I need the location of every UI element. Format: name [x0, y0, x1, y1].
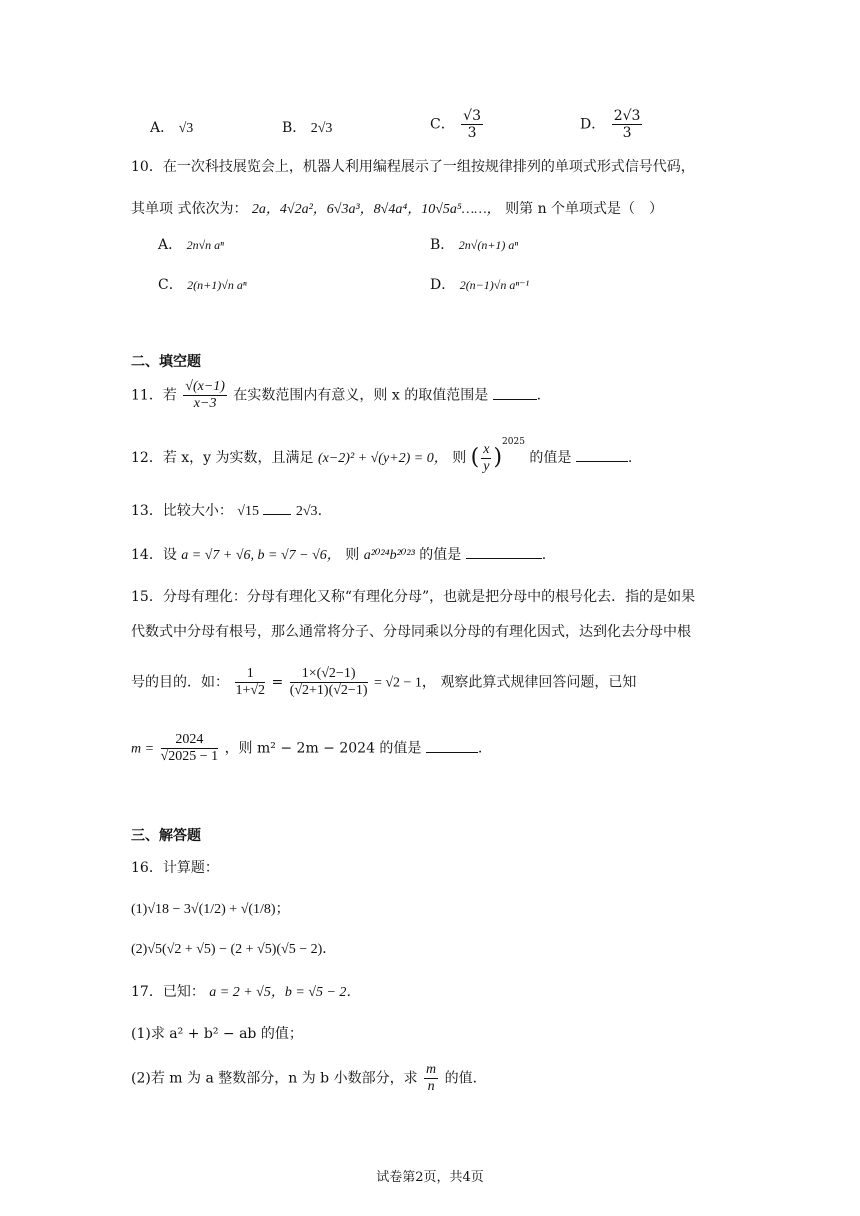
fraction-denominator: n — [427, 1079, 435, 1094]
text: . — [317, 503, 323, 519]
q15-line3 — [131, 666, 636, 699]
q15-line1: 15．分母有理化：分母有理化又称“有理化分母”，也就是把分母中的根号化去．指的是如果 — [131, 589, 696, 605]
q10-line1: 10．在一次科技展览会上，机器人利用编程展示了一组按规律排列的单项式形式信号代码， — [131, 159, 695, 175]
q17-title — [131, 982, 360, 1003]
text: 号的目的．如： — [131, 674, 229, 691]
fraction-denominator: 1+√2 — [235, 683, 266, 698]
option-label: A． — [150, 120, 175, 136]
condition-expr: (x−2)² + √(y+2) = 0， — [317, 451, 448, 466]
fraction-numerator: 2√3 — [613, 108, 641, 124]
sequence-expr: 2a，4√2a²，6√3a³，8√4a⁴，10√5a⁵……， — [251, 202, 501, 217]
text: 其单项 式依次为： — [131, 201, 248, 217]
option-label: C． — [430, 116, 455, 133]
q11-fraction — [183, 379, 227, 412]
fraction-denominator: 3 — [467, 125, 477, 141]
q16-part2: (2)√5(√2 + √5) − (2 + √5)(√5 − 2)． — [131, 942, 337, 957]
fraction-numerator: x — [483, 441, 490, 457]
compare-right: 2√3 — [295, 504, 318, 519]
left-paren: ( — [470, 445, 480, 470]
fraction-numerator: 1 — [235, 666, 265, 683]
fraction-numerator: 1×(√2−1) — [290, 666, 368, 683]
q15-line4 — [131, 732, 482, 765]
text: 则 — [345, 547, 360, 563]
example-result: = √2 − 1， — [373, 675, 436, 691]
fraction-numerator: √3 — [463, 108, 481, 124]
fraction-numerator: 2024 — [161, 732, 219, 749]
m-fraction — [161, 732, 219, 765]
fraction-denominator: x−3 — [193, 396, 217, 411]
text: 的值是 — [529, 450, 572, 466]
q16-title: 16．计算题： — [131, 860, 219, 876]
option-value: 2(n+1)√n aⁿ — [187, 278, 247, 292]
section-title-fill-blank: 二、填空题 — [131, 354, 201, 370]
text: . — [627, 450, 633, 466]
option-label: D． — [430, 277, 456, 293]
text: 12．若 x，y 为实数，且满足 — [131, 450, 314, 466]
m-over-n-fraction — [424, 1062, 438, 1095]
q16-part1: (1)√18 − 3√(1/2) + √(1/8)； — [131, 902, 290, 917]
q12-fraction — [481, 442, 491, 475]
text: 观察此算式规律回答问题，已知 — [440, 674, 637, 691]
q17-part1: (1)求 a² + b² − ab 的值； — [131, 1026, 303, 1042]
fraction-denominator: y — [483, 458, 490, 474]
fraction-denominator: √2025 − 1 — [160, 749, 219, 764]
page-footer: 试卷第2页，共4页 — [376, 1170, 484, 1185]
text: 在实数范围内有意义，则 x 的取值范围是 — [233, 387, 489, 404]
option-label: B． — [430, 237, 455, 253]
text: 的值是 — [419, 547, 462, 563]
example-fraction-expanded — [290, 666, 368, 699]
q12 — [131, 432, 632, 475]
given-expr: a = √7 + √6, b = √7 − √6， — [181, 548, 341, 563]
given-expr: a = 2 + √5，b = √5 − 2． — [209, 985, 361, 1000]
q10-option-d — [430, 275, 529, 295]
fraction-denominator: 3 — [622, 125, 632, 141]
text: 的值． — [444, 1070, 487, 1087]
answer-blank[interactable] — [466, 544, 542, 559]
compare-left: √15 — [237, 504, 259, 519]
answer-blank[interactable] — [493, 385, 537, 400]
right-paren: ) — [493, 445, 503, 470]
option-value: 2n√(n+1) aⁿ — [458, 238, 519, 252]
q10-option-b — [430, 235, 518, 255]
text: (2)若 m 为 a 整数部分，n 为 b 小数部分，求 — [131, 1070, 418, 1087]
option-fraction — [612, 108, 643, 141]
answer-blank[interactable] — [263, 500, 291, 515]
option-label: C． — [158, 277, 183, 293]
example-fraction — [235, 666, 265, 699]
option-value: √3 — [178, 121, 194, 136]
option-label: D． — [580, 116, 606, 133]
text: . — [536, 387, 542, 404]
q13 — [131, 500, 322, 522]
text: ，则 m² − 2m − 2024 的值是 — [224, 740, 422, 757]
text: . — [541, 547, 547, 563]
text: 14．设 — [131, 547, 177, 563]
section-title-solve: 三、解答题 — [131, 828, 201, 844]
q10-option-c — [158, 275, 247, 295]
q9-option-d — [580, 108, 644, 141]
target-expr: a²⁰²⁴b²⁰²³ — [363, 548, 415, 563]
answer-blank[interactable] — [576, 447, 628, 462]
q11 — [131, 379, 541, 412]
q9-option-b — [282, 118, 332, 139]
option-label: A． — [158, 237, 183, 253]
q9-option-c — [430, 108, 485, 141]
text: 则 — [452, 450, 467, 466]
answer-blank[interactable] — [426, 738, 478, 753]
q17-part2 — [131, 1062, 487, 1095]
option-label: B． — [282, 120, 307, 136]
text: 11．若 — [131, 387, 177, 404]
text: 13．比较大小： — [131, 503, 233, 519]
option-value: 2√3 — [310, 121, 333, 136]
exponent: 2025 — [502, 437, 525, 447]
option-fraction — [461, 108, 483, 141]
q10-line2 — [131, 199, 663, 220]
m-label: m = — [131, 741, 155, 757]
q15-line2: 代数式中分母有根号，那么通常将分子、分母同乘以分母的有理化因式，达到化去分母中根 — [131, 624, 691, 640]
q10-option-a — [158, 235, 224, 255]
fraction-numerator: m — [426, 1062, 437, 1077]
q9-option-a — [150, 118, 193, 139]
text: . — [477, 740, 483, 757]
equals-sign: = — [271, 674, 284, 691]
text: 则第 n 个单项式是（ ） — [505, 201, 664, 217]
fraction-denominator: (√2+1)(√2−1) — [289, 683, 368, 698]
option-value: 2(n−1)√n aⁿ⁻¹ — [459, 278, 530, 292]
q14 — [131, 544, 546, 566]
text: 17．已知： — [131, 984, 205, 1000]
option-value: 2n√n aⁿ — [186, 238, 224, 252]
fraction-numerator: √(x−1) — [185, 379, 225, 394]
